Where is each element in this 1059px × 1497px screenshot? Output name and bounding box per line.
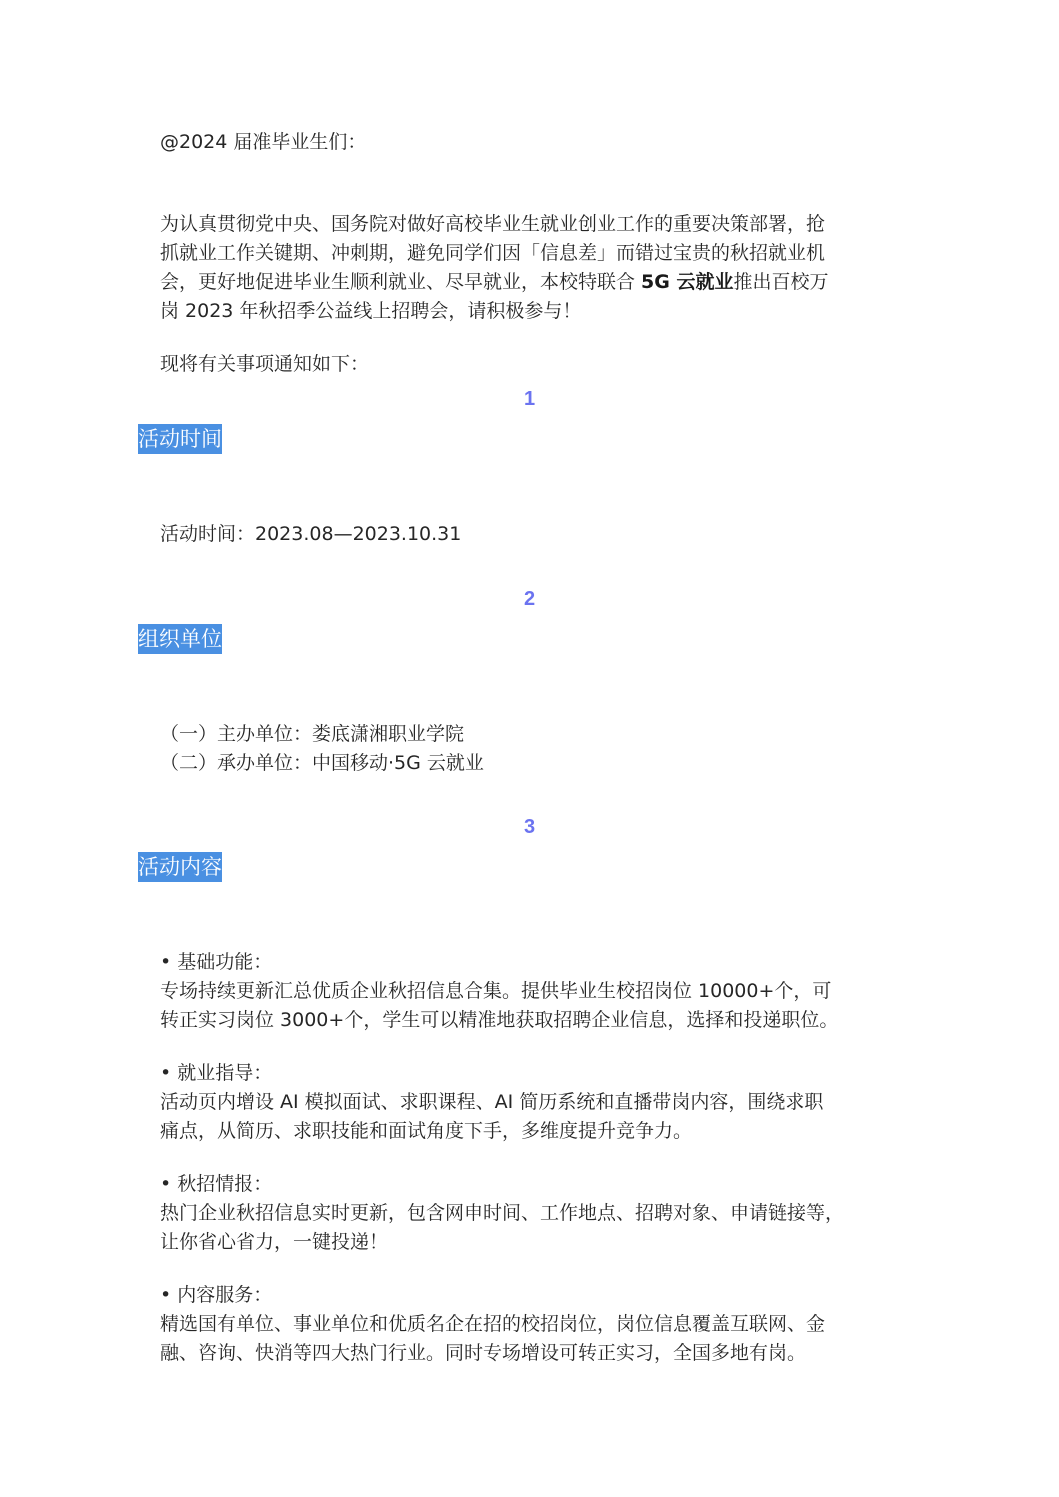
intro-line: 抓就业工作关键期、冲刺期，避免同学们因「信息差」而错过宝贵的秋招就业机 bbox=[160, 242, 826, 264]
content-line: 热门企业秋招信息实时更新，包含网申时间、工作地点、招聘对象、申请链接等， bbox=[160, 1202, 845, 1224]
intro-text: 推出百校万 bbox=[733, 271, 829, 293]
notice-line: 现将有关事项通知如下： bbox=[160, 353, 370, 375]
section-number: 3 bbox=[523, 816, 536, 838]
content-line: 痛点，从简历、求职技能和面试角度下手，多维度提升竞争力。 bbox=[160, 1120, 693, 1142]
content-title: • 秋招情报： bbox=[160, 1173, 273, 1195]
activity-time: 活动时间：2023.08—2023.10.31 bbox=[160, 523, 462, 545]
section-heading: 活动时间 bbox=[138, 424, 222, 454]
section-heading: 组织单位 bbox=[138, 624, 222, 654]
section-number: 2 bbox=[523, 588, 536, 610]
section-number: 1 bbox=[523, 388, 536, 410]
content-title: • 内容服务： bbox=[160, 1284, 273, 1306]
intro-line: 为认真贯彻党中央、国务院对做好高校毕业生就业创业工作的重要决策部署，抢 bbox=[160, 213, 826, 235]
intro-line bbox=[160, 268, 829, 297]
section-heading: 活动内容 bbox=[138, 852, 222, 882]
content-line: 转正实习岗位 3000+个，学生可以精准地获取招聘企业信息，选择和投递职位。 bbox=[160, 1009, 839, 1031]
content-line: 让你省心省力，一键投递！ bbox=[160, 1231, 389, 1253]
content-line: 精选国有单位、事业单位和优质名企在招的校招岗位，岗位信息覆盖互联网、金 bbox=[160, 1313, 826, 1335]
intro-line: 岗 2023 年秋招季公益线上招聘会，请积极参与！ bbox=[160, 300, 582, 322]
brand-highlight: 5G 云就业 bbox=[641, 271, 734, 293]
content-line: 融、咨询、快消等四大热门行业。同时专场增设可转正实习，全国多地有岗。 bbox=[160, 1342, 807, 1364]
content-line: 活动页内增设 AI 模拟面试、求职课程、AI 简历系统和直播带岗内容，围绕求职 bbox=[160, 1091, 824, 1113]
greeting: @2024 届准毕业生们： bbox=[160, 131, 367, 153]
content-title: • 基础功能： bbox=[160, 951, 273, 973]
content-line: 专场持续更新汇总优质企业秋招信息合集。提供毕业生校招岗位 10000+个，可 bbox=[160, 980, 832, 1002]
co-host-organizer: （二）承办单位：中国移动·5G 云就业 bbox=[160, 752, 484, 774]
content-title: • 就业指导： bbox=[160, 1062, 273, 1084]
intro-text: 会，更好地促进毕业生顺利就业、尽早就业，本校特联合 bbox=[160, 271, 642, 293]
host-organizer: （一）主办单位：娄底潇湘职业学院 bbox=[160, 723, 465, 745]
